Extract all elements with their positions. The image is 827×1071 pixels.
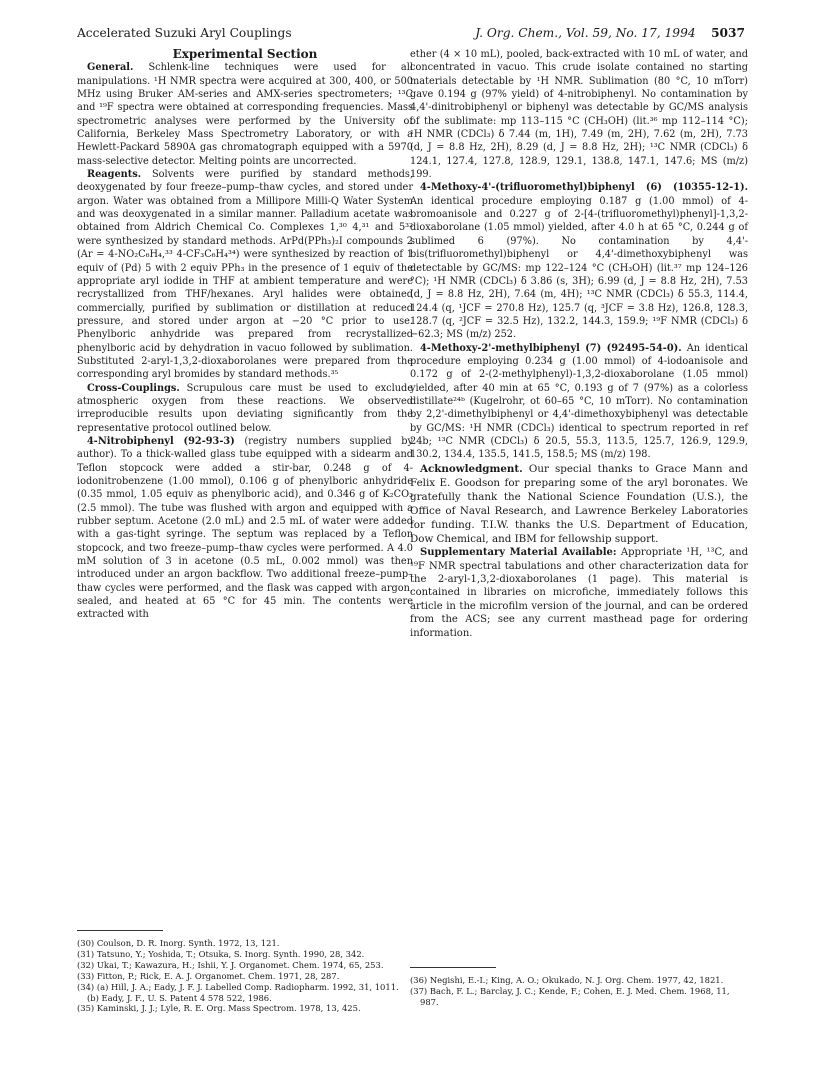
reference-item: (30) Coulson, D. R. Inorg. Synth. 1972, 13, 121. [77,938,280,948]
reference-item: (33) Fitton, P.; Rick, E. A. J. Organomet. Chem. 1971, 28, 287. [77,970,340,981]
heading-supplementary: Supplementary Material Available: [420,547,617,559]
footnote-rule-right [410,967,496,968]
heading-acknowledgment: Acknowledgment. [420,462,523,475]
references-left [77,938,413,1014]
reference-item: (36) Negishi, E.-I.; King, A. O.; Okukado, N. J. Org. Chem. 1977, 42, 1821. [410,975,724,985]
journal-name: J. Org. Chem., [475,26,562,40]
right-column [410,48,748,640]
footnote-rule-left [77,930,163,931]
paragraph-nitrobiphenyl-continued: ether (4 × 10 mL), pooled, back-extracted with 10 mL of water, and concentrated in vacuo. This crude isolate contained no starting materials detectable by ¹H NMR. Sublimation (80 °C, 10 mTorr) gave 0.194 g (97% yield) of 4-nitrobiphenyl. No contamination by 4,4'-dinitrobiphenyl or biphenyl was detectable by GC/MS analysis of the sublimate: mp 113–115 °C (CH₃OH) (lit.³⁶ mp 112–114 °C); ¹H NMR (CDCl₃) δ 7.44 (m, 1H), 7.49 (m, 2H), 7.62 (m, 2H), 7.73 (d, J = 8.8 Hz, 2H), 8.29 (d, J = 8.8 Hz, 2H); ¹³C NMR (CDCl₃) δ 124.1, 127.4, 127.8, 128.9, 129.1, 138.8, 147.1, 147.6; MS (m/z) 199. [410,49,748,181]
supplementary-material [410,546,748,640]
section-title: Experimental Section [172,47,318,61]
text-methoxy-methyl: An identical procedure employing 0.234 g (1.00 mmol) of 4-iodoanisole and 0.172 g of 2-(2-methylphenyl)-1,3,2-dioxaborolane (1.05 mmol) yielded, after 40 min at 65 °C, 0.193 g of 7 (97%) as a colorless distillate²⁴ᵇ (Kugelrohr, ot 60–65 °C, 10 mTorr). No contamination by 2,2'-dimethylbiphenyl or 4,4'-dimethoxybiphenyl was detectable by GC/MS: ¹H NMR (CDCl₃) identical to spectrum reported in ref 24b; ¹³C NMR (CDCl₃) δ 20.5, 55.3, 113.5, 125.7, 126.9, 129.9, 130.2, 134.4, 135.5, 141.5, 158.5; MS (m/z) 198. [410,342,748,461]
text-supplementary: Appropriate ¹H, ¹³C, and ¹⁹F NMR spectral tabulations and other characterization data for the 2-aryl-1,3,2-dioxaborolanes (1 page). This material is contained in libraries on microfiche, immediately follows this article in the microfilm version of the journal, and can be ordered from the ACS; see any current masthead page for ordering information. [410,547,749,639]
reference-item: (35) Kaminski, J. J.; Lyle, R. E. Org. Mass Spectrom. 1978, 13, 425. [77,1003,361,1014]
heading-methoxy-methyl: 4-Methoxy-2'-methylbiphenyl (7) (92495-54-0). [420,342,682,354]
paragraph-methoxy-methyl [410,342,748,462]
text-general: Schlenk-line techniques were used for all manipulations. ¹H NMR spectra were acquired at 300, 400, or 500 MHz using Bruker AM-series and AMX-series spectrometers; ¹³C and ¹⁹F spectra were obtained at corresponding frequencies. Mass spectrometric analyses were performed by the University of California, Berkeley Mass Spectrometry Laboratory, or with a Hewlett-Packard 5890A gas chromatograph equipped with a 5970 mass-selective detector. Melting points are uncorrected. [77,62,413,167]
heading-reagents: Reagents. [87,169,142,181]
reference-item: (31) Tatsuno, Y.; Yoshida, T.; Otsuka, S. Inorg. Synth. 1990, 28, 342. [77,948,365,959]
journal-volume: Vol. 59, No. 17, 1994 [565,26,696,40]
text-cross-couplings: Scrupulous care must be used to exclude atmospheric oxygen from these reactions. We observed irreproducible results upon deviating significantly from the representative protocol outlined below. [77,382,413,434]
text-methoxy-cf3: An identical procedure employing 0.187 g (1.00 mmol) of 4-bromoanisole and 0.227 g of 2-[4-(trifluoromethyl)phenyl]-1,3,2-dioxaborolane (1.05 mmol) yielded, after 4.0 h at 65 °C, 0.244 g of sublimed 6 (97%). No contamination by 4,4'-bis(trifluoromethyl)biphenyl or 4,4'-dimethoxybiphenyl was detectable by GC/MS: mp 122–124 °C (CH₃OH) (lit.³⁷ mp 124–126 °C); ¹H NMR (CDCl₃) δ 3.86 (s, 3H); 6.99 (d, J = 8.8 Hz, 2H), 7.53 (d, J = 8.8 Hz, 2H), 7.64 (m, 4H); ¹³C NMR (CDCl₃) δ 55.3, 114.4, 124.4 (q, ¹JCF = 270.8 Hz), 125.7 (q, ³JCF = 3.8 Hz), 126.8, 128.3, 128.7 (q, ²JCF = 32.5 Hz), 132.2, 144.3, 159.9; ¹⁹F NMR (CDCl₃) δ −62.3; MS (m/z) 252. [410,195,748,341]
paragraph-methoxy-cf3 [410,181,748,341]
text-reagents: Solvents were purified by standard methods, deoxygenated by four freeze–pump–thaw cycles, and stored under argon. Water was obtained from a Millipore Milli-Q Water System and was deoxygenated in a similar manner. Palladium acetate was obtained from Aldrich Chemical Co. Complexes 1,³⁰ 4,³¹ and 5³² were synthesized by standard methods. ArPd(PPh₃)₂I compounds 2 (Ar = 4-NO₂C₆H₄,³³ 4-CF₃C₆H₄³⁴) were synthesized by reaction of 1 equiv of (Pd) 5 with 2 equiv PPh₃ in the presence of 1 equiv of the appropriate aryl iodide in THF at ambient temperature and were recrystallized from THF/hexanes. Aryl halides were obtained commercially, purified by sublimation or distillation at reduced pressure, and stored under argon at −20 °C prior to use. Phenylboric anhydride was prepared from recrystallized phenylboric acid by dehydration in vacuo followed by sublimation. Substituted 2-aryl-1,3,2-dioxaborolanes were prepared from the corresponding aryl bromides by standard methods.³⁵ [77,169,413,381]
running-header-citation [475,26,745,40]
paragraph-reagents [77,168,413,382]
left-column [77,48,413,622]
heading-cross-couplings: Cross-Couplings. [87,382,180,394]
heading-nitrobiphenyl: 4-Nitrobiphenyl (92-93-3) [87,435,235,447]
text-acknowledgment: Our special thanks to Grace Mann and Felix E. Goodson for preparing some of the aryl boronates. We gratefully thank the National Science Foundation (U.S.), the Office of Naval Research, and Lawrence Berkeley Laboratories for funding. T.I.W. thanks the U.S. Department of Education, Dow Chemical, and IBM for fellowship support. [410,462,748,546]
paragraph-cross-couplings [77,382,413,435]
reference-item: (32) Ukai, T.; Kawazura, H.; Ishii, Y. J. Organomet. Chem. 1974, 65, 253. [77,959,384,970]
acknowledgment [410,462,748,547]
page-number: 5037 [711,26,745,40]
paragraph-nitrobiphenyl [77,435,413,622]
text-nitrobiphenyl: (registry numbers supplied by author). To a thick-walled glass tube equipped with a sidearm and Teflon stopcock were added a stir-bar, 0.248 g of 4-iodonitrobenzene (1.00 mmol), 0.106 g of phenylboric anhydride (0.35 mmol, 1.05 equiv as phenylboric acid), and 0.346 g of K₂CO₃ (2.5 mmol). The tube was flushed with argon and equipped with a rubber septum. Acetone (2.0 mL) and 2.5 mL of water were added with a gas-tight syringe. The septum was replaced by a Teflon stopcock, and two freeze–pump–thaw cycles were performed. A 4.0 mM solution of 3 in acetone (0.5 mL, 0.002 mmol) was then introduced under an argon backflow. Two additional freeze–pump–thaw cycles were performed, and the flask was capped with argon, sealed, and heated at 65 °C for 45 min. The contents were extracted with [77,435,413,621]
references-right [410,975,748,1008]
heading-methoxy-cf3: 4-Methoxy-4'-(trifluoromethyl)biphenyl (6) (10355-12-1). [420,182,748,194]
paragraph-general [77,61,413,168]
reference-item: (34) (a) Hill, J. A.; Eady, J. F. J. Labelled Comp. Radiopharm. 1992, 31, 1011. (b) Eady, J. F., U. S. Patent 4 578 522, 1986. [77,981,399,1003]
reference-item: (37) Bach, F. L.; Barclay, J. C.; Kende, F.; Cohen, E. J. Med. Chem. 1968, 11, 987. [410,985,730,1007]
heading-general: General. [87,62,134,74]
running-header-title: Accelerated Suzuki Aryl Couplings [77,26,292,40]
